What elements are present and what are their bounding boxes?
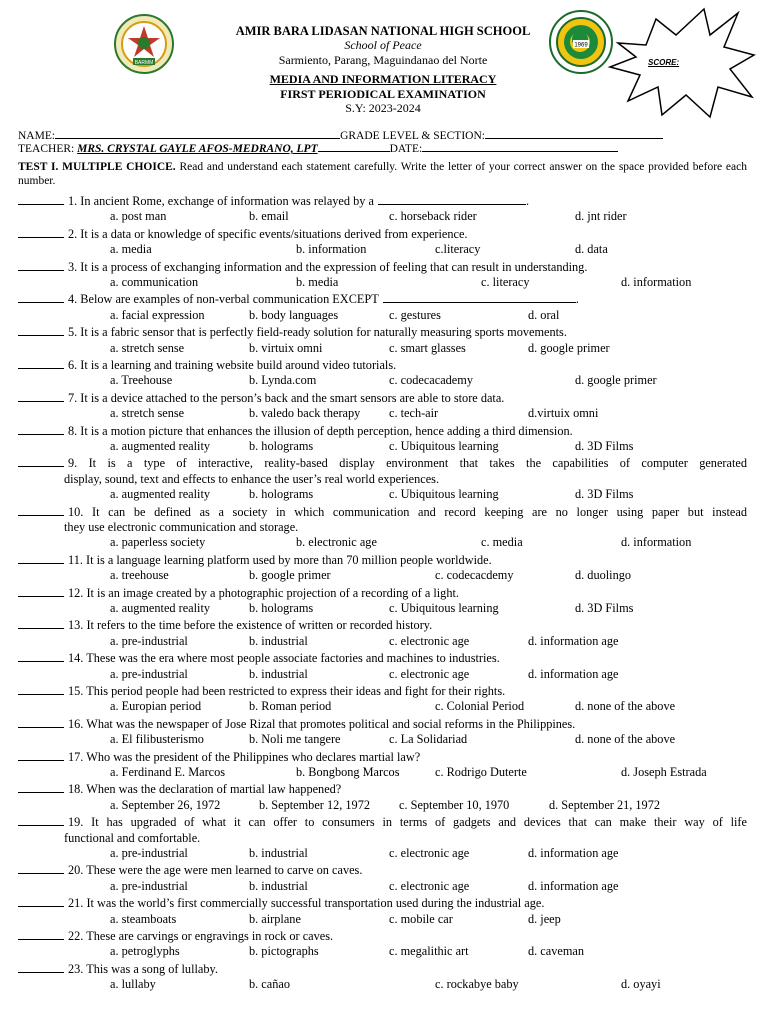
answer-option: a. stretch sense (110, 340, 185, 355)
question-text: 6. It is a learning and training website build around video tutorials. (68, 357, 397, 372)
question-text: 9. It is a type of interactive, reality-based display environment that takes the capabilities of computer generated (68, 456, 747, 471)
question-text: 23. This was a song of lullaby. (68, 961, 218, 976)
answer-option: a. post man (110, 209, 167, 224)
option-row (18, 977, 747, 992)
answer-option: d. 3D Films (575, 438, 634, 453)
option-row (18, 879, 747, 894)
question-line (18, 894, 747, 911)
exam-header (0, 0, 768, 125)
answer-option: b. holograms (249, 487, 314, 502)
left-logo-text: BARMM (134, 60, 154, 66)
answer-option: b. email (249, 209, 289, 224)
answer-option: a. pre-industrial (110, 666, 188, 681)
answer-option: b. google primer (249, 568, 331, 583)
answer-option: d. none of the above (575, 732, 676, 747)
question-item (18, 813, 747, 861)
option-row (18, 308, 747, 323)
question-text: 21. It was the world’s first commercially successful transportation used during the industrial age. (68, 896, 545, 911)
question-text: 5. It is a fabric sensor that is perfectly field-ready solution for naturally measuring sports movements. (68, 325, 567, 340)
answer-blank[interactable] (18, 551, 64, 564)
answer-option: d.virtuix omni (528, 406, 599, 421)
answer-option: d. information age (528, 633, 619, 648)
question-item (18, 323, 747, 356)
answer-option: c. Ubiquitous learning (389, 438, 499, 453)
question-item (18, 192, 747, 225)
answer-blank[interactable] (18, 748, 64, 761)
option-row (18, 406, 747, 421)
answer-option: c. rockabye baby (435, 977, 519, 992)
period: . (575, 292, 579, 307)
question-text: 1. In ancient Rome, exchange of information was relayed by a (68, 194, 374, 208)
option-row (18, 242, 747, 257)
question-text-continued: they use electronic communication and storage. (64, 519, 299, 534)
answer-option: d. none of the above (575, 699, 676, 714)
answer-option: a. paperless society (110, 535, 206, 550)
answer-blank[interactable] (18, 454, 64, 467)
score-burst-icon (606, 5, 758, 120)
question-item (18, 584, 747, 617)
question-line (18, 290, 747, 307)
teacher-name: MRS. CRYSTAL GAYLE AFOS-MEDRANO, LPT (77, 143, 318, 155)
option-row (18, 209, 747, 224)
answer-option: c.literacy (435, 242, 481, 257)
question-text: 18. When was the declaration of martial law happened? (68, 782, 342, 797)
answer-option: c. mobile car (389, 911, 453, 926)
question-line (18, 503, 747, 520)
answer-option: c. codecacdemy (435, 568, 514, 583)
question-line (18, 389, 747, 406)
question-line (18, 616, 747, 633)
answer-option: a. El filibusterismo (110, 732, 204, 747)
answer-option: b. Bongbong Marcos (296, 764, 400, 779)
option-row (18, 699, 747, 714)
option-row (18, 568, 747, 583)
question-text: 19. It has upgraded of what it can offer to consumers in terms of gadgets and devices that can make their way of life (68, 815, 747, 830)
answer-blank[interactable] (18, 715, 64, 728)
option-row (18, 439, 747, 454)
answer-option: a. augmented reality (110, 600, 211, 615)
answer-option: a. Ferdinand E. Marcos (110, 764, 226, 779)
answer-option: b. cañao (249, 977, 290, 992)
answer-blank[interactable] (18, 356, 64, 369)
question-line (18, 927, 747, 944)
answer-option: b. September 12, 1972 (259, 797, 370, 812)
answer-blank[interactable] (18, 323, 64, 336)
question-line (18, 813, 747, 830)
question-line (18, 192, 747, 209)
answer-blank[interactable] (18, 616, 64, 629)
question-item (18, 780, 747, 813)
fill-in-blank (383, 291, 576, 303)
question-item (18, 715, 747, 748)
question-line (18, 422, 747, 439)
answer-option: a. media (110, 242, 152, 257)
answer-blank[interactable] (18, 682, 64, 695)
grade-section-field[interactable] (485, 128, 663, 139)
question-line (18, 682, 747, 699)
answer-option: c. electronic age (389, 666, 470, 681)
answer-blank[interactable] (18, 649, 64, 662)
answer-option: a. Europian period (110, 699, 202, 714)
question-item (18, 503, 747, 551)
question-text: 22. These are carvings or engravings in rock or caves. (68, 928, 334, 943)
question-item (18, 748, 747, 781)
question-line (18, 748, 747, 765)
answer-option: a. September 26, 1972 (110, 797, 221, 812)
name-label: NAME: (18, 130, 56, 142)
answer-option: b. industrial (249, 878, 308, 893)
answer-option: a. facial expression (110, 307, 205, 322)
answer-option: c. media (481, 535, 523, 550)
question-line (18, 584, 747, 601)
answer-option: b. holograms (249, 600, 314, 615)
name-field[interactable] (55, 128, 340, 139)
answer-option: a. Treehouse (110, 373, 173, 388)
score-label: SCORE: (648, 58, 680, 67)
answer-option: c. megalithic art (389, 944, 469, 959)
answer-blank[interactable] (18, 927, 64, 940)
answer-blank[interactable] (18, 584, 64, 597)
answer-option: d. September 21, 1972 (549, 797, 660, 812)
answer-option: c. electronic age (389, 878, 470, 893)
answer-option: a. treehouse (110, 568, 169, 583)
answer-option: a. petroglyphs (110, 944, 180, 959)
answer-option: c. codecacademy (389, 373, 473, 388)
question-line (18, 715, 747, 732)
answer-option: b. industrial (249, 845, 308, 860)
question-item (18, 551, 747, 584)
answer-option: c. horseback rider (389, 209, 477, 224)
question-text: 12. It is an image created by a photographic projection of a recording of a light. (68, 585, 459, 600)
question-line (18, 780, 747, 797)
answer-option: b. valedo back therapy (249, 406, 361, 421)
answer-option: a. pre-industrial (110, 633, 188, 648)
instructions (18, 160, 747, 188)
question-item (18, 258, 747, 291)
option-row (18, 634, 747, 649)
question-text: 3. It is a process of exchanging information and the expression of feeling that can result in understanding. (68, 259, 588, 274)
answer-blank[interactable] (18, 258, 64, 271)
answer-option: a. steamboats (110, 911, 177, 926)
answer-option: b. industrial (249, 633, 308, 648)
answer-option: d. jeep (528, 911, 561, 926)
question-text: 15. This period people had been restricted to express their ideas and fight for their rights. (68, 683, 506, 698)
answer-option: d. 3D Films (575, 487, 634, 502)
answer-option: a. augmented reality (110, 487, 211, 502)
answer-option: c. smart glasses (389, 340, 466, 355)
answer-blank[interactable] (18, 422, 64, 435)
teacher-date-row (18, 141, 618, 155)
exam-title: FIRST PERIODICAL EXAMINATION (280, 87, 486, 101)
answer-blank[interactable] (18, 503, 64, 516)
answer-option: d. Joseph Estrada (621, 764, 707, 779)
question-item (18, 225, 747, 258)
answer-option: a. stretch sense (110, 406, 185, 421)
answer-option: b. Noli me tangere (249, 732, 341, 747)
question-text: 2. It is a data or knowledge of specific events/situations derived from experience. (68, 226, 468, 241)
answer-blank[interactable] (18, 192, 64, 205)
answer-option: b. Lynda.com (249, 373, 317, 388)
question-item (18, 960, 747, 993)
question-line (18, 323, 747, 340)
answer-blank[interactable] (18, 225, 64, 238)
answer-option: d. information age (528, 878, 619, 893)
answer-option: c. Rodrigo Duterte (435, 764, 527, 779)
question-list (18, 192, 747, 993)
option-row (18, 912, 747, 927)
question-line (18, 356, 747, 373)
answer-option: d. google primer (575, 373, 657, 388)
option-row (18, 846, 747, 861)
answer-option: c. Ubiquitous learning (389, 600, 499, 615)
question-text: 14. These was the era where most people associate factories and machines to industries. (68, 651, 500, 666)
period: . (525, 194, 530, 208)
answer-option: d. caveman (528, 944, 584, 959)
school-seal-left-icon (114, 14, 174, 74)
answer-blank[interactable] (18, 389, 64, 402)
school-motto: School of Peace (344, 38, 422, 52)
answer-option: a. augmented reality (110, 438, 211, 453)
question-item (18, 356, 747, 389)
option-row (18, 275, 747, 290)
school-year: S.Y: 2023-2024 (345, 101, 421, 115)
option-row (18, 601, 747, 616)
question-line (18, 225, 747, 242)
school-name: AMIR BARA LIDASAN NATIONAL HIGH SCHOOL (235, 24, 531, 38)
answer-option: c. September 10, 1970 (399, 797, 510, 812)
grade-label: GRADE LEVEL & SECTION: (340, 130, 485, 142)
question-item (18, 649, 747, 682)
school-address: Sarmiento, Parang, Maguindanao del Norte (278, 53, 488, 67)
answer-option: a. lullaby (110, 977, 156, 992)
answer-option: d. google primer (528, 340, 610, 355)
question-text: 4. Below are examples of non-verbal communication EXCEPT (68, 292, 379, 307)
answer-option: c. electronic age (389, 633, 470, 648)
instructions-text: Read and understand each statement carefully. Write the letter of your correct answer on the space provided before each number. (18, 161, 747, 187)
question-line (18, 649, 747, 666)
answer-option: c. gestures (389, 307, 441, 322)
option-row (18, 798, 747, 813)
right-logo-text: 1969 (574, 42, 588, 49)
answer-option: c. literacy (481, 275, 530, 289)
answer-option: c. La Solidariad (389, 732, 468, 747)
answer-option: b. media (296, 275, 339, 289)
answer-option: b. airplane (249, 911, 301, 926)
question-text: 8. It is a motion picture that enhances the illusion of depth perception, hence adding a third dimension. (68, 423, 573, 438)
question-text: 17. Who was the president of the Philippines who declares martial law? (68, 749, 421, 764)
question-text-continued: functional and comfortable. (64, 830, 201, 845)
option-row (18, 341, 747, 356)
date-label: DATE: (389, 143, 423, 155)
answer-option: b. industrial (249, 666, 308, 681)
answer-option: d. 3D Films (575, 600, 634, 615)
answer-option: b. Roman period (249, 699, 332, 714)
question-line (18, 454, 747, 471)
answer-option: a. pre-industrial (110, 878, 188, 893)
question-text: 13. It refers to the time before the existence of written or recorded history. (68, 618, 433, 633)
date-field[interactable] (422, 141, 618, 152)
option-row (18, 487, 747, 502)
answer-option: b. virtuix omni (249, 340, 323, 355)
answer-blank[interactable] (18, 861, 64, 874)
option-row (18, 944, 747, 959)
question-item (18, 927, 747, 960)
answer-option: d. data (575, 242, 608, 257)
question-text-continued: display, sound, text and effects to enhance the user’s real world experiences. (64, 471, 440, 486)
answer-option: a. pre-industrial (110, 845, 188, 860)
question-item (18, 422, 747, 455)
answer-option: d. information age (528, 845, 619, 860)
question-item (18, 290, 747, 323)
question-line (18, 258, 747, 275)
question-item (18, 616, 747, 649)
answer-blank[interactable] (18, 780, 64, 793)
answer-blank[interactable] (18, 290, 64, 303)
answer-option: b. information (296, 242, 367, 257)
answer-option: b. body languages (249, 307, 339, 322)
answer-blank[interactable] (18, 960, 64, 973)
answer-option: a. communication (110, 275, 199, 289)
answer-option: c. Ubiquitous learning (389, 487, 499, 502)
answer-option: d. information (621, 275, 692, 289)
answer-blank[interactable] (18, 813, 64, 826)
test-title: TEST I. MULTIPLE CHOICE. (18, 161, 176, 173)
option-row (18, 667, 747, 682)
question-text: 20. These were the age were men learned to carve on caves. (68, 863, 363, 878)
option-row (18, 765, 747, 780)
answer-option: b. holograms (249, 438, 314, 453)
question-item (18, 894, 747, 927)
teacher-label: TEACHER: (18, 143, 75, 155)
question-line (18, 861, 747, 878)
teacher-underline (318, 141, 390, 152)
question-line (18, 960, 747, 977)
fill-in-blank (378, 193, 526, 205)
option-row (18, 373, 747, 388)
school-seal-right-icon (549, 10, 613, 74)
answer-option: c. Colonial Period (435, 699, 525, 714)
question-text: 7. It is a device attached to the person’s back and the smart sensors are able to store data. (68, 390, 505, 405)
answer-option: d. information (621, 535, 692, 550)
subject-title: MEDIA AND INFORMATION LITERACY (269, 72, 497, 86)
answer-option: d. information age (528, 666, 619, 681)
answer-option: d. oyayi (621, 977, 661, 992)
question-item (18, 861, 747, 894)
answer-option: b. pictographs (249, 944, 319, 959)
question-item (18, 682, 747, 715)
question-text: 11. It is a language learning platform used by more than 70 million people worldwide. (68, 552, 492, 567)
option-row (18, 535, 747, 550)
name-grade-row (18, 128, 663, 142)
answer-option: d. duolingo (575, 568, 632, 583)
question-text: 10. It can be defined as a society in which communication and record keeping are no longer using paper but instead (68, 504, 747, 519)
answer-option: b. electronic age (296, 535, 377, 550)
question-item (18, 454, 747, 502)
answer-option: d. oral (528, 307, 560, 322)
question-line (18, 551, 747, 568)
answer-option: d. jnt rider (575, 209, 627, 224)
question-text: 16. What was the newspaper of Jose Rizal that promotes political and social reforms in the Philippines. (68, 716, 576, 731)
answer-option: c. electronic age (389, 845, 470, 860)
option-row (18, 732, 747, 747)
question-item (18, 389, 747, 422)
answer-blank[interactable] (18, 894, 64, 907)
answer-option: c. tech-air (389, 406, 439, 421)
